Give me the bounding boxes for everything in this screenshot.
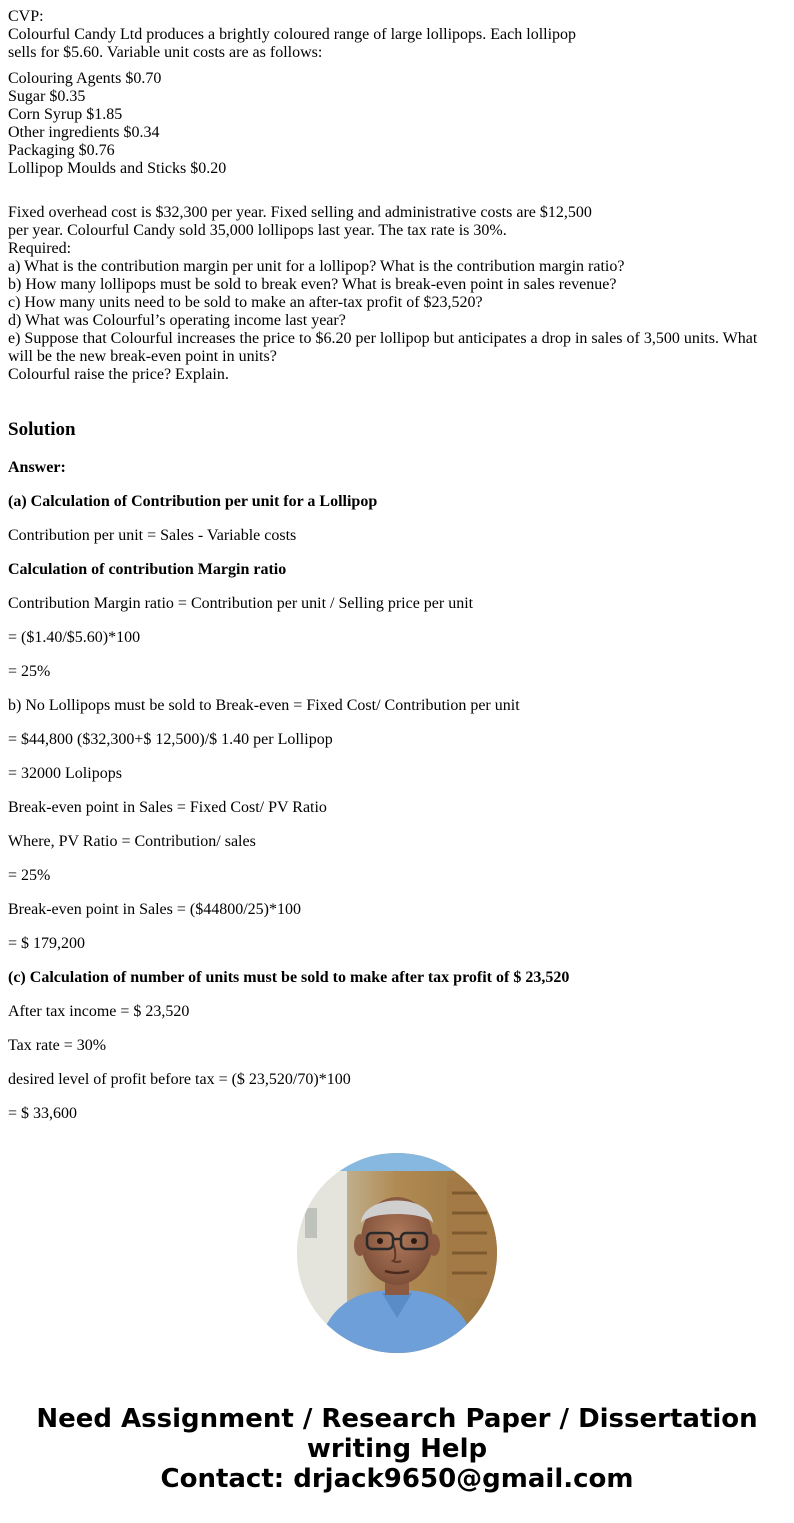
tax-rate: Tax rate = 30% (8, 1037, 107, 1054)
author-avatar (297, 1153, 497, 1353)
breakeven-calc: = $44,800 ($32,300+$ 12,500)/$ 1.40 per Lollipop (8, 731, 333, 748)
cost-item: Corn Syrup $1.85 (8, 106, 123, 123)
profit-before-tax-result: = $ 33,600 (8, 1105, 78, 1122)
question-part-d: d) What was Colourful’s operating income last year? (8, 312, 346, 329)
promo-line: writing Help (306, 1434, 488, 1464)
cm-ratio-calc: = ($1.40/$5.60)*100 (8, 629, 141, 646)
fixed-cost-line: per year. Colourful Candy sold 35,000 lollipops last year. The tax rate is 30%. (8, 222, 507, 239)
after-tax-income: After tax income = $ 23,520 (8, 1003, 190, 1020)
question-part-e: will be the new break-even point in units? (8, 348, 277, 365)
cm-ratio-result: = 25% (8, 663, 51, 680)
bep-sales-formula: Break-even point in Sales = Fixed Cost/ PV Ratio (8, 799, 327, 816)
cost-item: Lollipop Moulds and Sticks $0.20 (8, 160, 227, 177)
question-block (8, 8, 778, 384)
question-part-b: b) How many lollipops must be sold to break even? What is break-even point in sales revenue? (8, 276, 617, 293)
cost-item: Other ingredients $0.34 (8, 124, 160, 141)
question-part-a: a) What is the contribution margin per unit for a lollipop? What is the contribution margin ratio? (8, 258, 625, 275)
bep-sales-calc: Break-even point in Sales = ($44800/25)*100 (8, 901, 301, 918)
promo-line: Need Assignment / Research Paper / Dissertation (36, 1404, 758, 1434)
fixed-cost-line: Fixed overhead cost is $32,300 per year. Fixed selling and administrative costs are $12,500 (8, 204, 592, 221)
promo-banner (0, 1404, 794, 1494)
pv-ratio-line: Where, PV Ratio = Contribution/ sales (8, 833, 256, 850)
cost-item: Colouring Agents $0.70 (8, 70, 162, 87)
contribution-formula: Contribution per unit = Sales - Variable costs (8, 527, 297, 544)
cost-item: Packaging $0.76 (8, 142, 115, 159)
part-a-heading: (a) Calculation of Contribution per unit for a Lollipop (8, 493, 378, 510)
question-part-e: e) Suppose that Colourful increases the price to $6.20 per lollipop but anticipates a drop in sales of 3,500 units. What (8, 330, 758, 347)
cost-item: Sugar $0.35 (8, 88, 86, 105)
pv-ratio-value: = 25% (8, 867, 51, 884)
part-c-heading: (c) Calculation of number of units must be sold to make after tax profit of $ 23,520 (8, 969, 570, 986)
breakeven-result: = 32000 Lolipops (8, 765, 122, 782)
breakeven-formula: b) No Lollipops must be sold to Break-even = Fixed Cost/ Contribution per unit (8, 697, 520, 714)
author-photo (297, 1153, 497, 1353)
profit-before-tax-calc: desired level of profit before tax = ($ 23,520/70)*100 (8, 1071, 351, 1088)
bep-sales-result: = $ 179,200 (8, 935, 86, 952)
cm-ratio-heading: Calculation of contribution Margin ratio (8, 561, 287, 578)
answer-label: Answer: (8, 459, 66, 476)
question-part-e: Colourful raise the price? Explain. (8, 366, 229, 383)
promo-contact: Contact: drjack9650@gmail.com (160, 1464, 634, 1494)
solution-heading: Solution (8, 419, 76, 440)
question-intro-line: Colourful Candy Ltd produces a brightly coloured range of large lollipops. Each lollipop (8, 26, 577, 43)
question-label: CVP: (8, 8, 44, 25)
cm-ratio-formula: Contribution Margin ratio = Contribution per unit / Selling price per unit (8, 595, 474, 612)
question-part-c: c) How many units need to be sold to make an after-tax profit of $23,520? (8, 294, 483, 311)
question-intro-line: sells for $5.60. Variable unit costs are as follows: (8, 44, 323, 61)
required-label: Required: (8, 240, 72, 257)
